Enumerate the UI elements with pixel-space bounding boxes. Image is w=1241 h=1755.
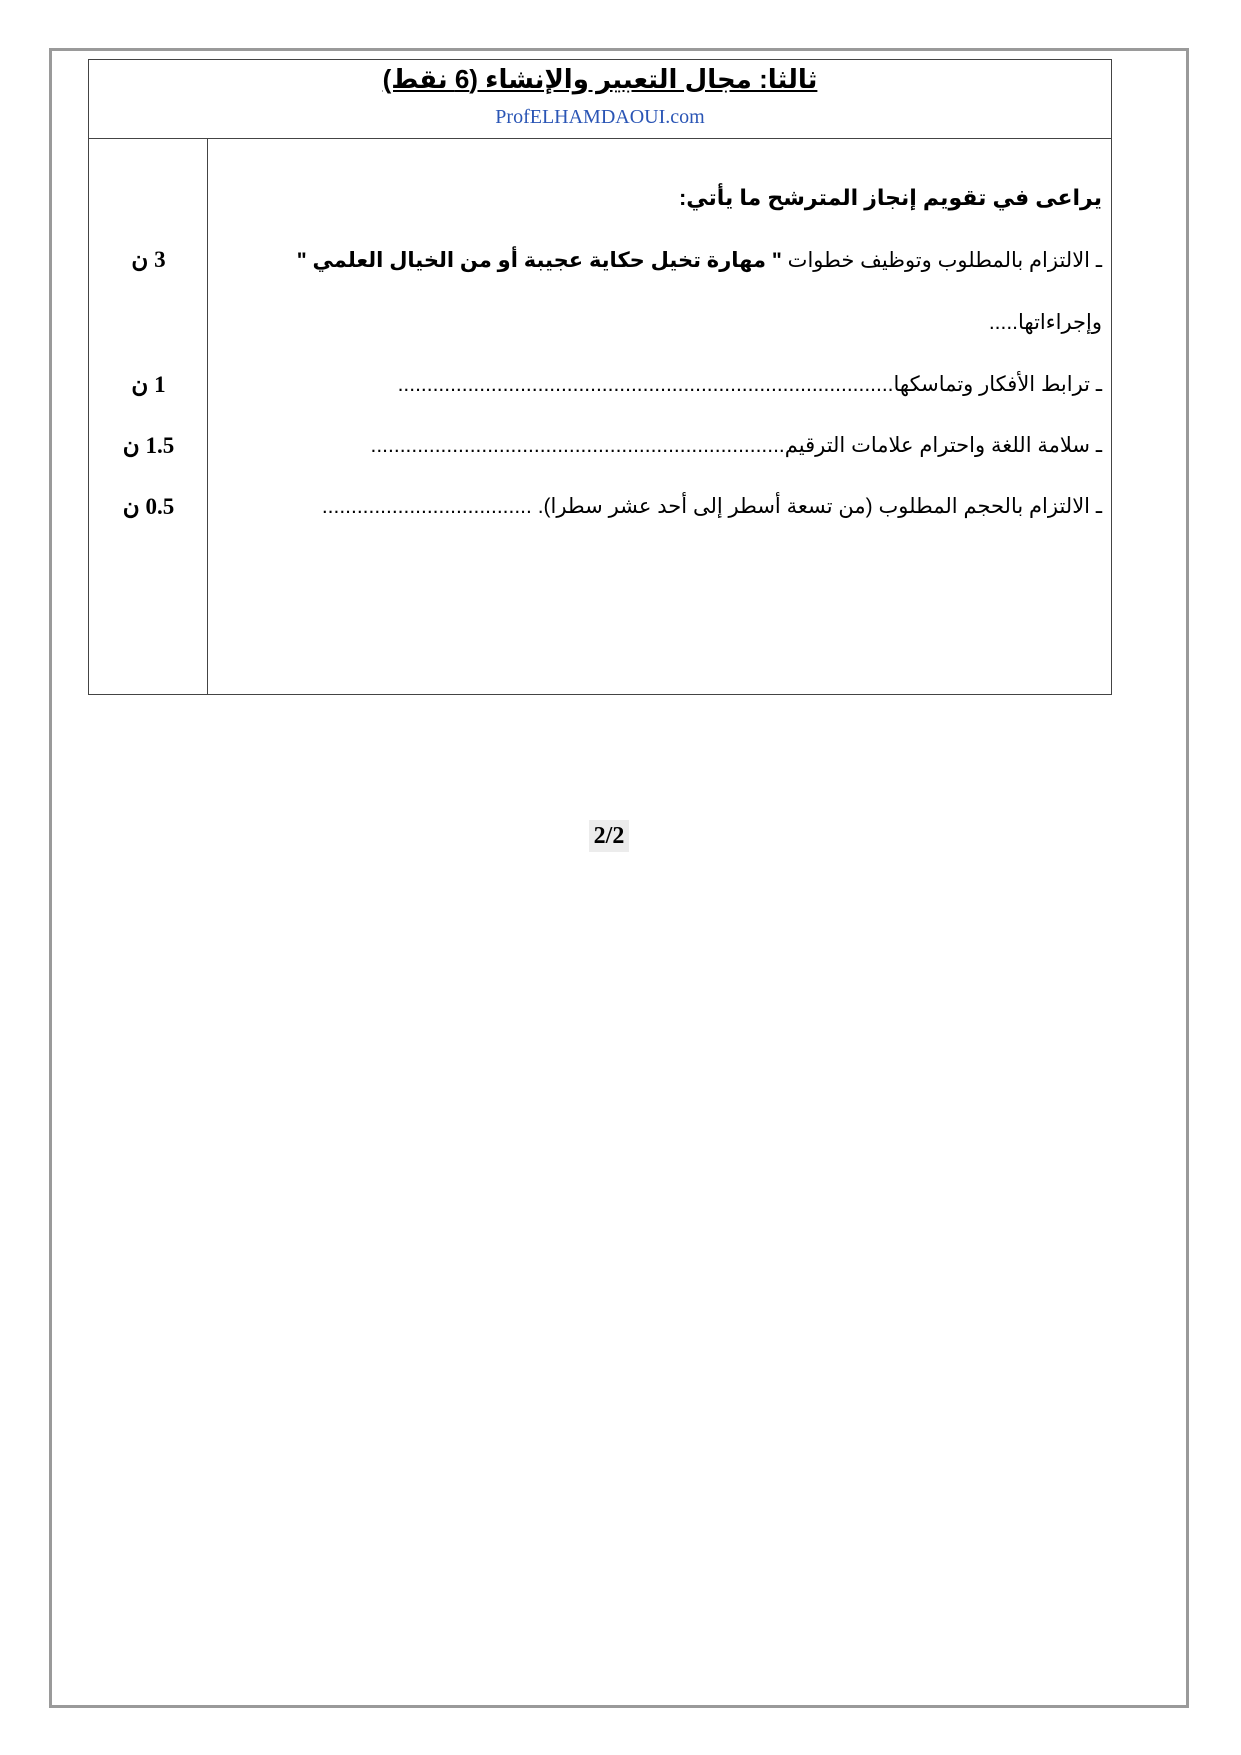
criteria-item2: ـ ترابط الأفكار وتماسكها..................................................................................... xyxy=(397,373,1102,396)
score-item2: 1 ن xyxy=(131,372,166,397)
score-column xyxy=(89,139,208,694)
page-number: 2/2 xyxy=(589,820,629,852)
criteria-item4: ـ الالتزام بالحجم المطلوب (من تسعة أسطر إلى أحد عشر سطرا). .................................... xyxy=(321,495,1102,518)
criteria-column xyxy=(208,139,1111,694)
section-title: ثالثا: مجال التعبير والإنشاء (6 نقط) xyxy=(382,64,818,94)
site-watermark-link[interactable]: ProfELHAMDAOUI.com xyxy=(495,106,705,128)
criteria-item1-prefix: ـ الالتزام بالمطلوب وتوظيف خطوات xyxy=(787,249,1102,272)
score-item4: 0.5 ن xyxy=(122,494,175,519)
criteria-item1-skill: " مهارة تخيل حكاية عجيبة أو من الخيال العلمي " xyxy=(296,249,782,272)
grading-table xyxy=(88,59,1112,695)
score-item3: 1.5 ن xyxy=(122,433,175,458)
table-header xyxy=(89,60,1111,139)
criteria-intro: يراعى في تقويم إنجاز المترشح ما يأتي: xyxy=(678,185,1102,210)
criteria-item1-continuation: وإجراءاتها..... xyxy=(988,311,1102,334)
score-item1: 3 ن xyxy=(131,247,166,272)
criteria-item3: ـ سلامة اللغة واحترام علامات الترقيم....................................................................... xyxy=(370,434,1102,457)
criteria-item1 xyxy=(228,248,1102,273)
